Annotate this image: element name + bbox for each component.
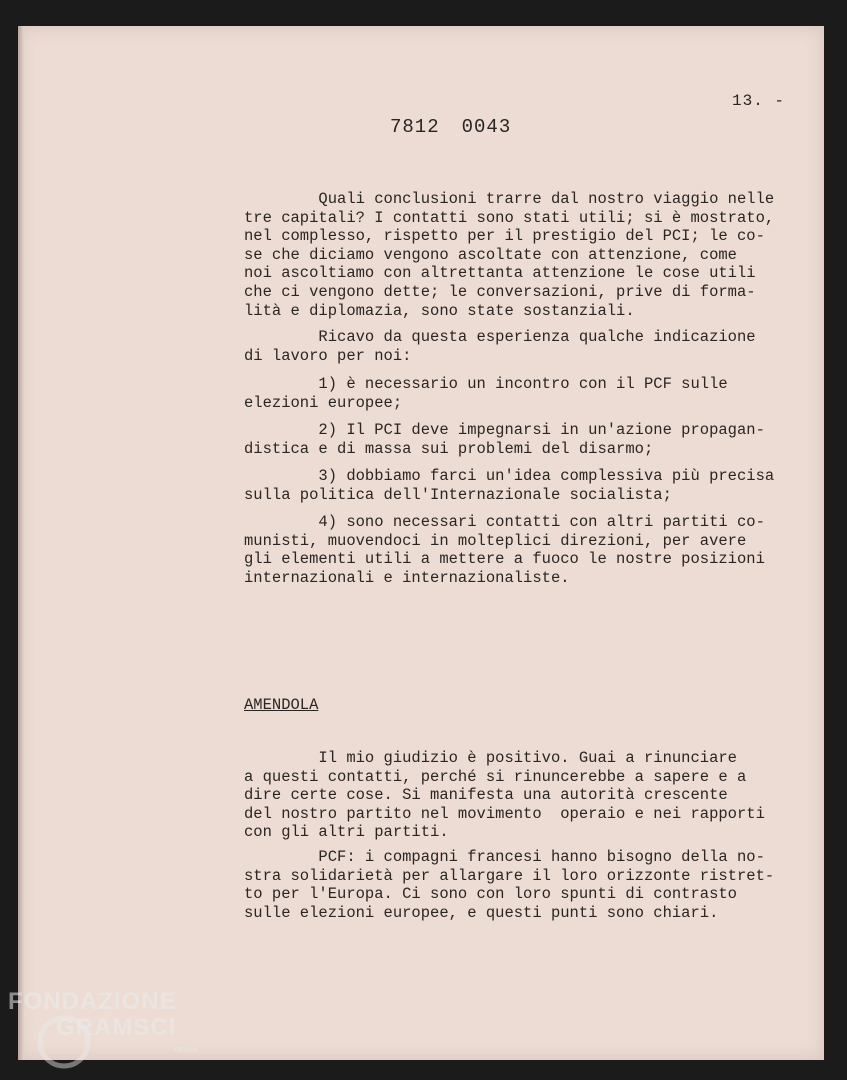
list-item-3: 3) dobbiamo farci un'idea complessiva più precisa sulla politica dell'Internazionale socialista; <box>244 467 775 504</box>
watermark-line2: GRAMSCI <box>56 1014 177 1041</box>
speaker-heading: AMENDOLA <box>244 696 319 714</box>
list-item-1: 1) è necessario un incontro con il PCF sulle elezioni europee; <box>244 375 728 412</box>
page-edge <box>18 26 24 1060</box>
paragraph-amendola-judgment: Il mio giudizio è positivo. Guai a rinunciare a questi contatti, perché si rinuncerebbe a sapere e a dire certe cose. Si manifesta una autorità crescente del nostro partito nel movimento operaio e nei rapporti con gli altri partiti. <box>244 749 765 842</box>
watermark-line1: FONDAZIONE <box>8 988 177 1015</box>
page-number: 13. - <box>732 92 786 110</box>
paragraph-conclusions: Quali conclusioni trarre dal nostro viaggio nelle tre capitali? I contatti sono stati utili; si è mostrato, nel complesso, rispetto per il prestigio del PCI; le co- se che diciamo vengono ascoltate con attenzione, come noi ascoltiamo con altrettanta attenzione le cose utili che ci vengono dette; le conversazioni, prive di forma- lità e diplomazia, sono state sostanziali. <box>244 190 775 320</box>
list-item-4: 4) sono necessari contatti con altri partiti co- munisti, muovendoci in molteplici direzioni, per avere gli elementi utili a mettere a fuoco le nostre posizioni internazionali e internazionaliste. <box>244 513 765 587</box>
fondazione-gramsci-watermark <box>4 988 209 1078</box>
document-code <box>390 116 511 138</box>
watermark-line3: onlus <box>174 1044 198 1055</box>
paragraph-indications: Ricavo da questa esperienza qualche indicazione di lavoro per noi: <box>244 328 756 365</box>
paragraph-amendola-pcf: PCF: i compagni francesi hanno bisogno della no- stra solidarietà per allargare il loro orizzonte ristret- to per l'Europa. Ci sono con loro spunti di contrasto sulle elezioni europee, e questi punti sono chiari. <box>244 848 775 922</box>
list-item-2: 2) Il PCI deve impegnarsi in un'azione propagan- distica e di massa sui problemi del disarmo; <box>244 421 765 458</box>
document-code-part: 0043 <box>461 116 512 138</box>
document-code-part: 7812 <box>390 116 440 138</box>
